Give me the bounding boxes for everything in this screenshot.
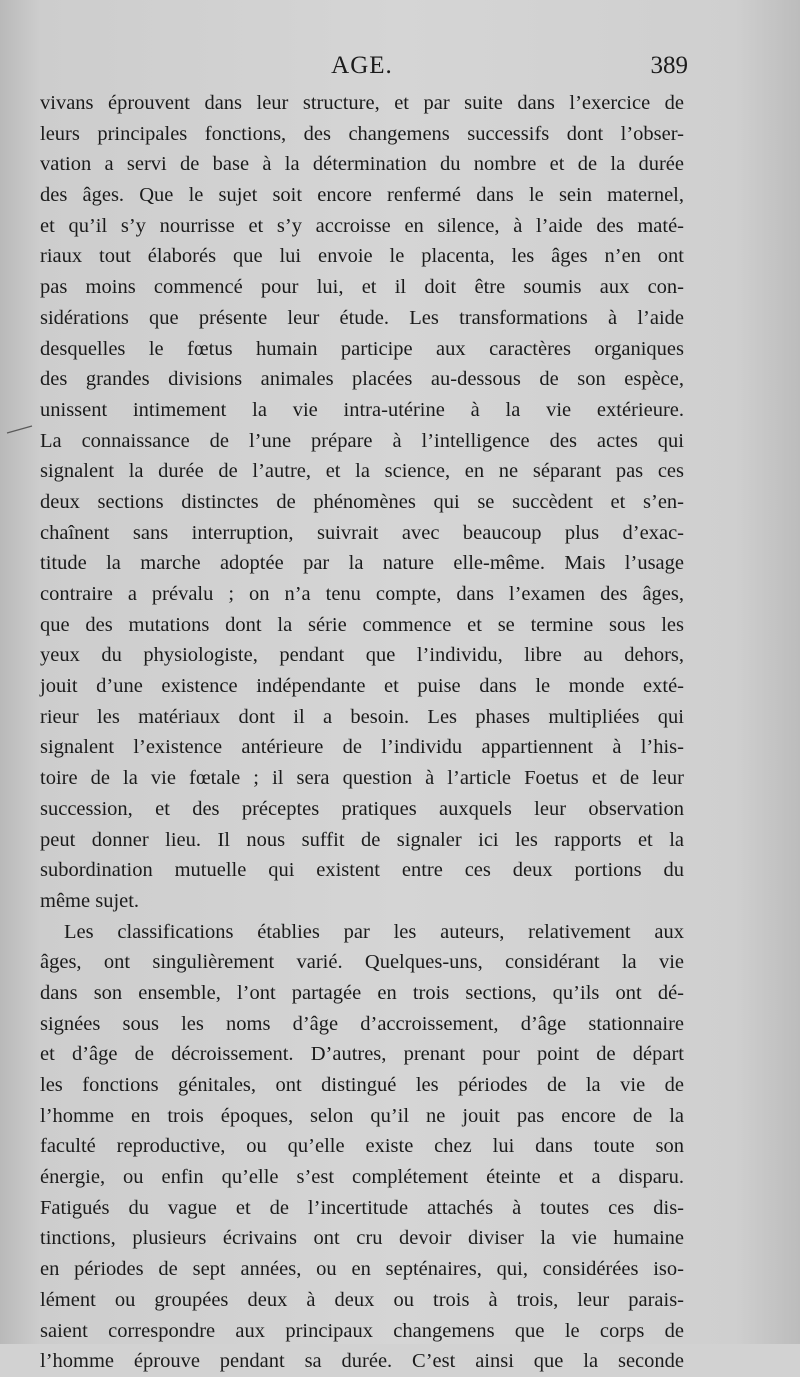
text-line: vivans éprouvent dans leur structure, et par suite dans l’exercice de [40, 92, 684, 114]
text-line: dans son ensemble, l’ont partagée en trois sections, qu’ils ont dé- [40, 981, 684, 1004]
text-line: contraire a prévalu ; on n’a tenu compte, dans l’examen des âges, [40, 583, 684, 605]
text-line: titude la marche adoptée par la nature elle-même. Mais l’usage [40, 552, 684, 575]
text-line: tinctions, plusieurs écrivains ont cru devoir diviser la vie humaine [40, 1227, 684, 1250]
margin-pencil-mark [6, 424, 34, 434]
text-line: vation a servi de base à la détermination du nombre et de la durée [40, 153, 684, 176]
text-line: succession, et des préceptes pratiques auxquels leur observation [40, 797, 684, 820]
text-line: énergie, ou enfin qu’elle s’est complétement éteinte et a disparu. [40, 1166, 684, 1189]
text-line: et d’âge de décroissement. D’autres, prenant pour point de départ [40, 1043, 684, 1066]
text-line: l’homme éprouve pendant sa durée. C’est ainsi que la seconde [40, 1350, 684, 1373]
text-line: et qu’il s’y nourrisse et s’y accroisse en silence, à l’aide des maté- [40, 214, 684, 237]
text-line: signalent l’existence antérieure de l’individu appartiennent à l’his- [40, 736, 684, 759]
text-line: que des mutations dont la série commence et se termine sous les [40, 613, 684, 636]
text-line: leurs principales fonctions, des changemens successifs dont l’obser- [40, 122, 684, 145]
text-line: deux sections distinctes de phénomènes qui se succèdent et s’en- [40, 490, 684, 513]
text-line: Fatigués du vague et de l’incertitude attachés à toutes ces dis- [40, 1196, 684, 1219]
text-line: desquelles le fœtus humain participe aux caractères organiques [40, 337, 684, 360]
text-line: signalent la durée de l’autre, et la science, en ne séparant pas ces [40, 460, 684, 483]
text-line: jouit d’une existence indépendante et puise dans le monde exté- [40, 675, 684, 698]
text-line: sidérations que présente leur étude. Les transformations à l’aide [40, 306, 684, 329]
text-line: des âges. Que le sujet soit encore renfermé dans le sein maternel, [40, 184, 684, 207]
page-header [40, 52, 688, 86]
page-number: 389 [650, 52, 688, 79]
text-line: même sujet. [40, 889, 140, 912]
text-line: yeux du physiologiste, pendant que l’individu, libre au dehors, [40, 644, 684, 667]
body-text [40, 88, 684, 1377]
text-line: subordination mutuelle qui existent entre ces deux portions du [40, 859, 684, 882]
text-line: pas moins commencé pour lui, et il doit être soumis aux con- [40, 276, 684, 299]
text-line: peut donner lieu. Il nous suffit de signaler ici les rapports et la [40, 828, 684, 851]
text-line: riaux tout élaborés que lui envoie le placenta, les âges n’en ont [40, 245, 684, 268]
text-line: saient correspondre aux principaux changemens que le corps de [40, 1319, 684, 1342]
running-title: AGE. [331, 52, 393, 79]
text-line: signées sous les noms d’âge d’accroissement, d’âge stationnaire [40, 1012, 684, 1035]
text-line: en périodes de sept années, ou en septénaires, qui, considérées iso- [40, 1258, 684, 1281]
text-line: les fonctions génitales, ont distingué les périodes de la vie de [40, 1074, 684, 1096]
text-line: des grandes divisions animales placées au-dessous de son espèce, [40, 368, 684, 391]
text-line: lément ou groupées deux à deux ou trois à trois, leur parais- [40, 1288, 684, 1311]
text-line: Les classifications établies par les auteurs, relativement aux [64, 920, 684, 943]
text-line: âges, ont singulièrement varié. Quelques-uns, considérant la vie [40, 951, 684, 974]
text-line: unissent intimement la vie intra-utérine à la vie extérieure. [40, 398, 684, 421]
text-line: chaînent sans interruption, suivrait avec beaucoup plus d’exac- [40, 521, 684, 544]
text-line: La connaissance de l’une prépare à l’intelligence des actes qui [40, 429, 684, 452]
text-line: l’homme en trois époques, selon qu’il ne jouit pas encore de la [40, 1104, 684, 1127]
text-line: rieur les matériaux dont il a besoin. Les phases multipliées qui [40, 705, 684, 728]
text-line: toire de la vie fœtale ; il sera question à l’article Foetus et de leur [40, 767, 684, 790]
text-line: faculté reproductive, ou qu’elle existe chez lui dans toute son [40, 1135, 684, 1158]
